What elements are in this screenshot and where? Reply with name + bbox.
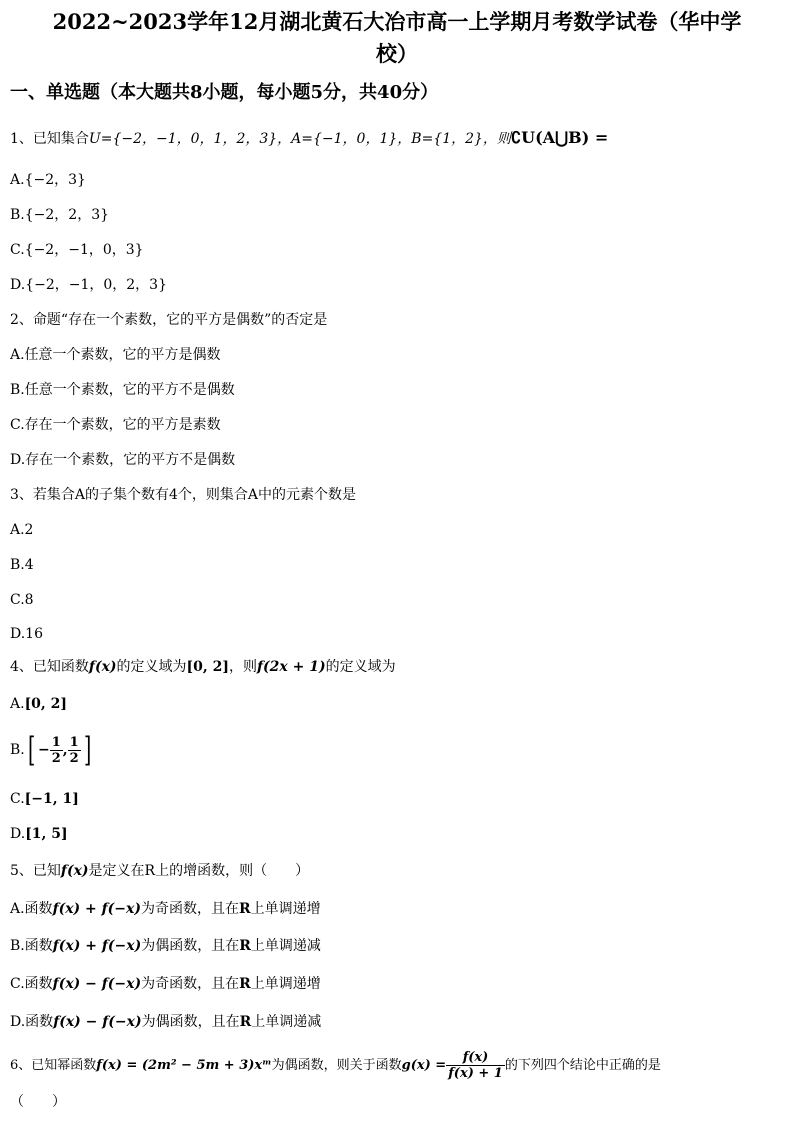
q4-math-f2x1: f(2x + 1)	[257, 659, 326, 675]
q5-opt-d-tail: 上单调递减	[251, 1014, 322, 1030]
q5-opt-a-label: A.函数	[10, 901, 53, 917]
q1-prefix: 1、已知集合	[10, 131, 89, 147]
q4-math-fx: f(x)	[88, 659, 117, 675]
q4-opt-c-interval: [−1, 1]	[24, 791, 79, 807]
q4-option-d	[10, 824, 68, 844]
title-line-2: 校）	[376, 41, 418, 66]
q4-opt-a-interval: [0, 2]	[24, 696, 68, 712]
q5-opt-c-math: f(x) − f(−x)	[52, 976, 142, 992]
q5-opt-c-label: C.函数	[10, 976, 53, 992]
q4-opt-b-label: B.	[10, 742, 25, 758]
q4-opt-b-left-bracket: [	[27, 730, 36, 770]
q6-text-a: 6、已知幂函数	[10, 1058, 97, 1073]
q1-complement-expression: ∁U(A⋃B) =	[510, 128, 609, 147]
frac-numerator: f(x)	[446, 1050, 505, 1066]
q4-opt-a-label: A.	[10, 696, 25, 712]
q4-text-a: 4、已知函数	[10, 659, 89, 675]
q4-opt-c-label: C.	[10, 791, 25, 807]
q5-opt-a-tail: 上单调递增	[250, 901, 321, 917]
question-1-stem	[10, 128, 608, 149]
q1-option-b: B.{−2，2，3}	[10, 207, 110, 223]
q4-text-c: ，则	[229, 659, 258, 675]
q6-answer-blank: （ ）	[10, 1094, 66, 1110]
question-4-stem	[10, 657, 396, 677]
section-heading: 一、单选题（本大题共8小题，每小题5分，共40分）	[10, 82, 439, 103]
question-2-stem: 2、命题“存在一个素数，它的平方是偶数”的否定是	[10, 312, 328, 328]
q4-opt-b-sign: −	[38, 742, 50, 758]
q1-option-c: C.{−2，−1，0，3}	[10, 242, 144, 258]
title-line-1: 2022~2023学年12月湖北黄石大冶市高一上学期月考数学试卷（华中学	[52, 9, 742, 34]
q2-option-c: C.存在一个素数，它的平方是素数	[10, 417, 221, 433]
q4-text-d: 的定义域为	[325, 659, 396, 675]
question-6-stem	[10, 1046, 661, 1086]
q4-text-b: 的定义域为	[116, 659, 187, 675]
q5-option-d	[10, 1012, 321, 1032]
q2-option-b: B.任意一个素数，它的平方不是偶数	[10, 382, 235, 398]
q4-opt-d-interval: [1, 5]	[25, 826, 68, 842]
q2-option-d: D.存在一个素数，它的平方不是偶数	[10, 452, 236, 468]
q5-opt-b-tail: 上单调递减	[250, 938, 321, 954]
q1-sets: U={−2，−1，0，1，2，3}，A={−1，0，1}，B={1，2}，则	[88, 131, 511, 147]
q5-opt-b-math: f(x) + f(−x)	[52, 938, 142, 954]
q5-text-a: 5、已知	[10, 863, 61, 879]
q5-opt-a-reals: R	[239, 901, 251, 917]
question-3-stem: 3、若集合A的子集个数有4个，则集合A中的元素个数是	[10, 487, 357, 503]
frac-numerator: 1	[69, 734, 79, 750]
q5-math-fx: f(x)	[60, 863, 89, 879]
q5-opt-c-tail: 上单调递增	[250, 976, 321, 992]
question-5-stem	[10, 861, 309, 881]
frac-numerator: 1	[51, 734, 61, 750]
q4-opt-b-right-bracket: ]	[83, 730, 91, 770]
q4-math-domain: [0, 2]	[186, 659, 230, 675]
q6-text-c: 的下列四个结论中正确的是	[504, 1058, 661, 1073]
q3-option-d: D.16	[10, 626, 43, 642]
q1-option-d: D.{−2，−1，0，2，3}	[10, 277, 167, 293]
q4-option-a	[10, 694, 67, 714]
q5-opt-d-label: D.函数	[10, 1014, 54, 1030]
q4-opt-b-comma: ,	[62, 742, 68, 758]
q5-opt-b-label: B.函数	[10, 938, 53, 954]
frac-denominator: f(x) + 1	[448, 1066, 503, 1081]
q5-opt-a-math: f(x) + f(−x)	[52, 901, 142, 917]
q5-opt-b-text: 为偶函数，且在	[141, 938, 240, 954]
q4-opt-b-fraction-2	[68, 735, 81, 766]
q5-option-c	[10, 974, 321, 994]
q4-option-c	[10, 789, 79, 809]
q3-option-a: A.2	[10, 522, 34, 538]
q5-opt-d-text: 为偶函数，且在	[141, 1014, 240, 1030]
q4-opt-d-label: D.	[10, 826, 26, 842]
frac-denominator: 2	[51, 750, 61, 766]
q5-text-b: 是定义在R上的增函数，则（ ）	[88, 863, 310, 879]
frac-denominator: 2	[69, 750, 79, 766]
q5-opt-b-reals: R	[239, 938, 251, 954]
q5-opt-c-text: 为奇函数，且在	[141, 976, 240, 992]
q5-opt-d-reals: R	[239, 1014, 252, 1030]
q6-text-b: 为偶函数，则关于函数	[271, 1058, 402, 1073]
q5-opt-a-text: 为奇函数，且在	[141, 901, 240, 917]
q6-math-power-function: f(x) = (2m² − 5m + 3)xᵐ	[96, 1058, 272, 1073]
q5-opt-c-reals: R	[239, 976, 251, 992]
q3-option-b: B.4	[10, 557, 34, 573]
q5-option-a	[10, 899, 321, 919]
q3-option-c: C.8	[10, 592, 34, 608]
exam-title	[10, 6, 784, 70]
q6-math-gx: g(x) =	[401, 1058, 447, 1073]
q6-fraction	[446, 1050, 505, 1081]
q4-option-b	[10, 728, 94, 772]
q5-opt-d-math: f(x) − f(−x)	[53, 1014, 142, 1030]
q5-option-b	[10, 936, 321, 956]
q4-opt-b-fraction-1	[50, 735, 63, 766]
q1-option-a: A.{−2，3}	[10, 172, 86, 188]
q2-option-a: A.任意一个素数，它的平方是偶数	[10, 347, 221, 363]
